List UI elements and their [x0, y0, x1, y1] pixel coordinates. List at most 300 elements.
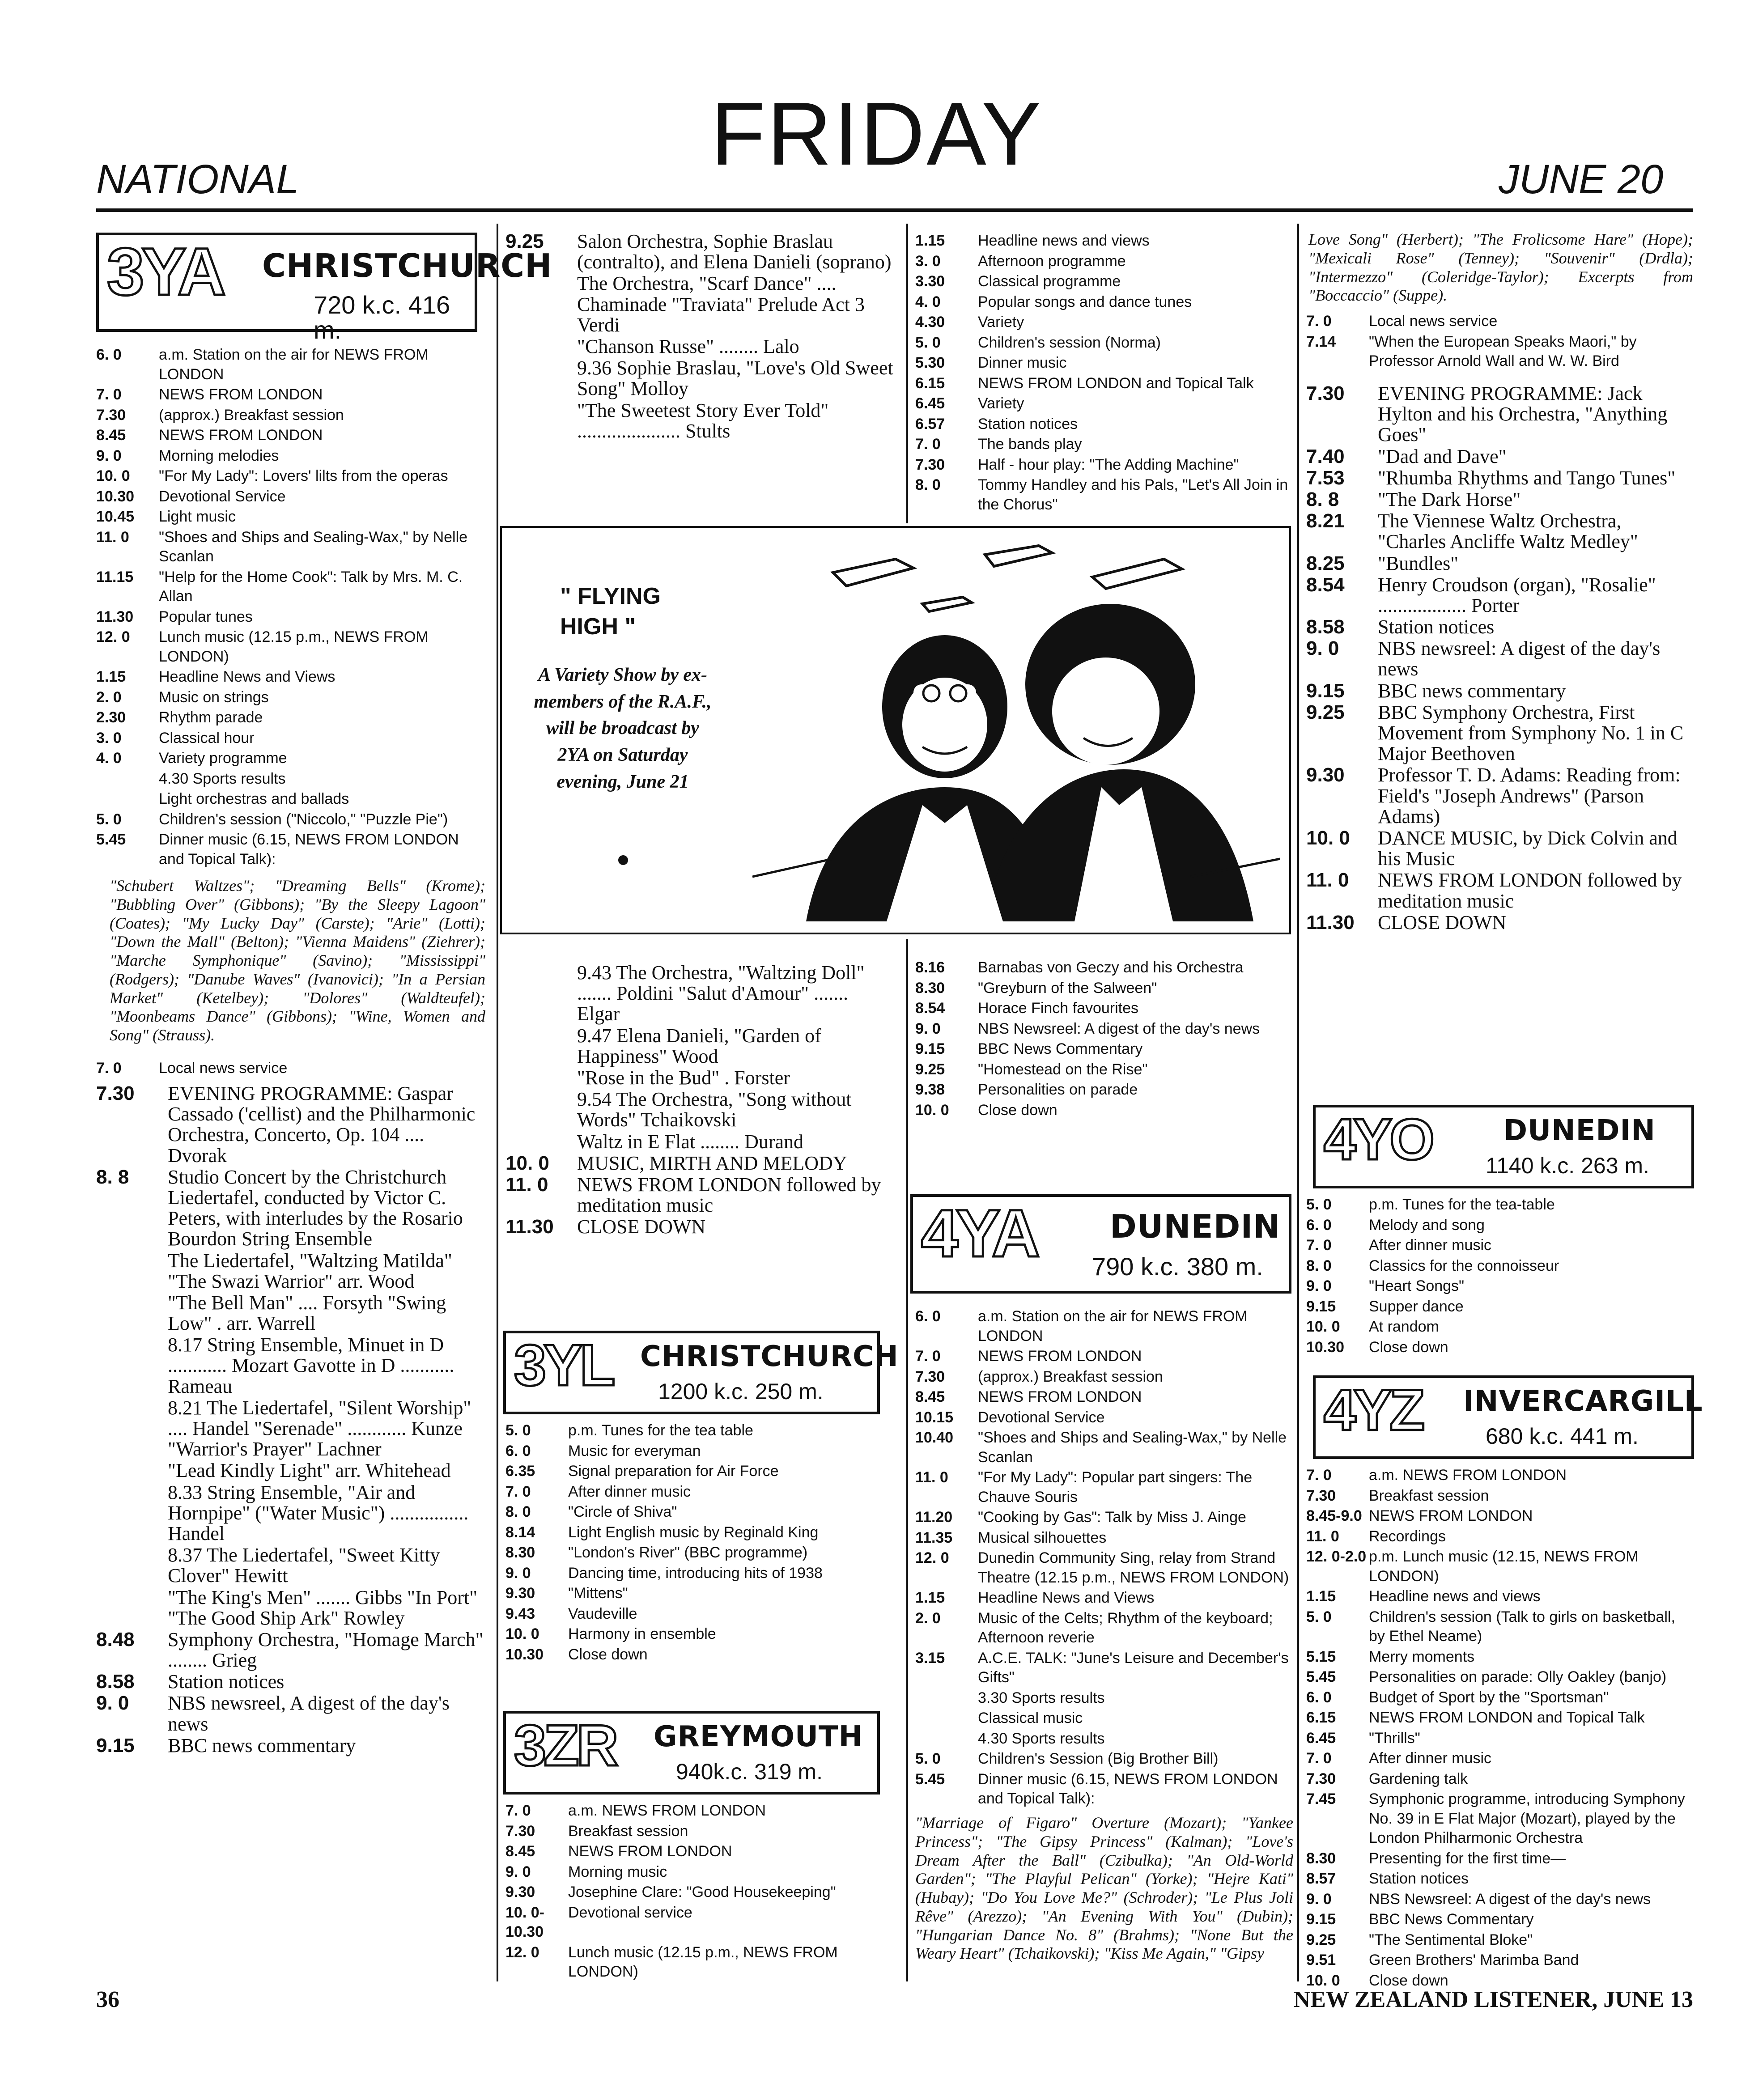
schedule-description: Studio Concert by the Christchurch Liedertafel, conducted by Victor C. Peters, with interludes by the Rosario Bourdon String Ensemble	[168, 1166, 463, 1250]
station-logo-3yl	[503, 1331, 899, 1414]
schedule-description: "For My Lady": Popular part singers: The Chauve Souris	[978, 1469, 1253, 1506]
schedule-time: 9.38	[915, 1081, 945, 1099]
schedule-row	[96, 1083, 485, 1166]
schedule-row	[1306, 828, 1693, 869]
schedule-time: 7.14	[1306, 333, 1336, 350]
schedule-row	[96, 467, 481, 486]
schedule-description: Dinner music (6.15, NEWS FROM LONDON and Topical Talk):	[159, 831, 459, 868]
dinner-music-list-continued: Love Song" (Herbert); "The Frolicsome Hare" (Hope); "Mexicali Rose" (Tenney); "Souvenir" (Drdla); "Intermezzo" (Coleridge-Taylor); Excerpts from "Boccaccio" (Suppe).	[1308, 230, 1693, 305]
schedule-description: CLOSE DOWN	[577, 1216, 706, 1238]
schedule-time	[505, 400, 577, 441]
schedule-time	[505, 336, 577, 357]
schedule-time: 2.30	[96, 709, 126, 726]
schedule-time: 7.30	[1306, 1487, 1336, 1504]
schedule-row	[96, 729, 481, 748]
schedule-description: Morning melodies	[159, 447, 279, 464]
station-city: GREYMOUTH	[654, 1720, 863, 1753]
schedule-time: 8.21	[1306, 510, 1345, 532]
header-rule	[96, 208, 1693, 212]
schedule-row	[1306, 1587, 1693, 1607]
schedule-time: 9. 0	[96, 1692, 129, 1714]
schedule-row	[915, 1508, 1293, 1527]
schedule-row	[96, 446, 481, 466]
schedule-time: 11.35	[915, 1529, 953, 1546]
schedule-row	[96, 568, 481, 607]
schedule-row	[1306, 702, 1693, 764]
schedule-row	[1306, 1890, 1693, 1909]
schedule-row	[915, 374, 1293, 394]
schedule-description: Headline news and views	[1369, 1588, 1541, 1605]
schedule-row	[915, 1060, 1293, 1080]
station-frequency: 720 k.c. 416 m.	[314, 291, 450, 344]
schedule-row	[915, 1548, 1293, 1587]
schedule-row	[915, 1609, 1293, 1648]
schedule-description: Station notices	[168, 1671, 285, 1693]
schedule-description: a.m. Station on the air for NEWS FROM LONDON	[978, 1308, 1248, 1345]
column-divider	[497, 224, 498, 1981]
schedule-time: 4. 0	[915, 293, 941, 310]
schedule-description: Variety programme	[159, 750, 287, 767]
schedule-time: 10.30	[1306, 1338, 1345, 1356]
schedule-description: The Orchestra, "Scarf Dance" .... Chaminade "Traviata" Prelude Act 3 Verdi	[577, 272, 865, 336]
schedule-time: 6. 0	[505, 1442, 531, 1459]
schedule-row	[96, 487, 481, 507]
schedule-description: "When the European Speaks Maori," by Professor Arnold Wall and W. W. Bird	[1369, 333, 1637, 370]
schedule-description: Devotional service	[568, 1904, 692, 1921]
schedule-description: "Rhumba Rhythms and Tango Tunes"	[1378, 467, 1676, 489]
schedule-time	[96, 1293, 168, 1334]
schedule-row	[96, 426, 481, 445]
schedule-description: "The King's Men" ....... Gibbs "In Port" "The Good Ship Ark" Rowley	[168, 1586, 478, 1629]
schedule-description: Light music	[159, 508, 236, 526]
schedule-description: BBC Symphony Orchestra, First Movement from Symphony No. 1 in C Major Beethoven	[1378, 701, 1684, 765]
schedule-row	[96, 769, 481, 789]
schedule-description: Close down	[568, 1646, 648, 1663]
schedule-time: 10. 0-10.30	[505, 1904, 544, 1941]
schedule-time: 11.30	[1306, 911, 1355, 933]
schedule-description: "The Bell Man" .... Forsyth "Swing Low" . arr. Warrell	[168, 1291, 446, 1335]
schedule-description: Waltz in E Flat ........ Durand	[577, 1130, 804, 1153]
schedule-row	[1306, 1297, 1693, 1317]
schedule-row	[1306, 1910, 1693, 1930]
schedule-description: NEWS FROM LONDON	[159, 427, 323, 444]
schedule-time: 6. 0	[1306, 1688, 1332, 1706]
schedule-row	[915, 999, 1293, 1018]
schedule-time: 3.15	[915, 1649, 945, 1667]
schedule-time: 7.30	[1306, 382, 1345, 404]
schedule-description: 9.36 Sophie Braslau, "Love's Old Sweet Song" Molloy	[577, 357, 893, 400]
schedule-description: p.m. Tunes for the tea table	[568, 1422, 753, 1439]
schedule-time: 9. 0	[505, 1863, 531, 1880]
schedule-description: "Shoes and Ships and Sealing-Wax," by Nelle Scanlan	[978, 1429, 1287, 1466]
schedule-time: 8. 0	[505, 1503, 531, 1521]
station-frequency: 940k.c. 319 m.	[676, 1759, 823, 1784]
schedule-description: Musical silhouettes	[978, 1529, 1107, 1546]
schedule-description: Symphonic programme, introducing Symphony No. 39 in E Flat Major (Mozart), played by the London Philharmonic Orchestra	[1369, 1790, 1685, 1847]
schedule-time: 7. 0	[1306, 313, 1332, 330]
schedule-description: "Dad and Dave"	[1378, 445, 1507, 467]
schedule-description: Green Brothers' Marimba Band	[1369, 1952, 1579, 1969]
issue-date: JUNE 20	[1499, 157, 1664, 202]
schedule-time: 3.30	[915, 273, 945, 290]
schedule-description: Variety	[978, 395, 1024, 412]
schedule-description: BBC News Commentary	[1369, 1911, 1534, 1928]
schedule-row	[505, 1482, 895, 1502]
schedule-description: 8.33 String Ensemble, "Air and Hornpipe" ("Water Music") ................ Handel	[168, 1481, 469, 1544]
schedule-time: 7.53	[1306, 467, 1345, 489]
schedule-time: 8.30	[505, 1544, 535, 1561]
schedule-time: 12. 0	[915, 1549, 949, 1567]
station-city: CHRISTCHURCH	[262, 247, 552, 284]
call-sign: 3YL	[514, 1332, 613, 1398]
schedule-description: Henry Croudson (organ), "Rosalie" .................. Porter	[1378, 573, 1656, 616]
schedule-row	[96, 385, 481, 405]
schedule-description: Devotional Service	[978, 1408, 1105, 1426]
schedule-row	[96, 749, 481, 768]
schedule-row	[96, 1735, 485, 1756]
schedule-4yz	[1306, 1465, 1693, 1991]
schedule-row	[1306, 1486, 1693, 1506]
schedule-description: 4.30 Sports results	[159, 770, 286, 787]
schedule-time	[505, 1068, 577, 1088]
schedule-row	[1306, 575, 1693, 616]
schedule-description: Tommy Handley and his Pals, "Let's All Join in the Chorus"	[978, 476, 1288, 513]
schedule-time: 10.30	[505, 1646, 544, 1663]
schedule-row	[915, 1588, 1293, 1608]
schedule-time: 6. 0	[96, 346, 122, 363]
schedule-description: Lunch music (12.15 p.m., NEWS FROM LONDON)	[159, 628, 429, 665]
schedule-time: 6.45	[915, 395, 945, 412]
schedule-description: Classical hour	[159, 729, 255, 747]
schedule-time: 6.35	[505, 1463, 535, 1480]
promo-blurb: A Variety Show by ex-members of the R.A.F., will be broadcast by 2YA on Saturday evening, June 21	[534, 665, 712, 792]
schedule-time: 11.20	[915, 1509, 953, 1526]
schedule-row	[505, 1883, 895, 1902]
schedule-description: Dunedin Community Sing, relay from Strand Theatre (12.15 p.m., NEWS FROM LONDON)	[978, 1549, 1289, 1586]
schedule-time: 3. 0	[915, 252, 941, 270]
schedule-time: 9.25	[505, 230, 544, 252]
schedule-row	[915, 415, 1293, 434]
schedule-time: 9.25	[1306, 701, 1345, 723]
schedule-continued-late	[915, 957, 1293, 1121]
schedule-row	[1306, 332, 1693, 371]
schedule-row	[1306, 1527, 1693, 1547]
station-city: DUNEDIN	[1110, 1208, 1281, 1245]
schedule-time: 12. 0	[96, 628, 130, 646]
schedule-description: Music on strings	[159, 688, 269, 706]
schedule-description: Dinner music	[978, 354, 1067, 372]
schedule-description: Headline news and views	[978, 232, 1150, 249]
schedule-row	[915, 1528, 1293, 1548]
schedule-description: After dinner music	[568, 1483, 691, 1500]
schedule-description: "Mittens"	[568, 1585, 628, 1602]
schedule-row	[915, 231, 1293, 251]
schedule-row	[915, 1749, 1293, 1769]
schedule-row	[915, 455, 1293, 475]
schedule-row	[1306, 1749, 1693, 1769]
call-sign: 4YO	[1324, 1107, 1432, 1172]
schedule-row	[1306, 1790, 1693, 1848]
publication-name: NEW ZEALAND LISTENER, JUNE 13	[1293, 1987, 1693, 2012]
schedule-row	[505, 1842, 895, 1862]
schedule-time: 8.25	[1306, 552, 1345, 574]
schedule-row	[96, 1398, 485, 1460]
schedule-time: 7. 0	[1306, 1237, 1332, 1254]
schedule-description: "Greyburn of the Salween"	[978, 979, 1157, 997]
schedule-description: Melody and song	[1369, 1216, 1485, 1234]
schedule-time	[505, 963, 577, 1025]
schedule-description: Half - hour play: "The Adding Machine"	[978, 456, 1239, 473]
schedule-row	[96, 1672, 485, 1692]
schedule-row	[1306, 1338, 1693, 1358]
schedule-time: 10.45	[96, 508, 135, 526]
schedule-row	[505, 1822, 895, 1841]
schedule-description: NEWS FROM LONDON	[159, 386, 323, 403]
schedule-time	[915, 1688, 978, 1708]
station-frequency: 790 k.c. 380 m.	[1092, 1252, 1263, 1281]
schedule-description: "Shoes and Ships and Sealing-Wax," by Nelle Scanlan	[159, 528, 468, 565]
schedule-time: 10. 0	[96, 467, 130, 485]
schedule-time: 5. 0	[505, 1422, 531, 1439]
schedule-row	[915, 1408, 1293, 1428]
schedule-row	[915, 435, 1293, 454]
schedule-time: 7.30	[915, 456, 945, 473]
schedule-description: Local news service	[1369, 313, 1498, 330]
schedule-time: 7. 0	[505, 1802, 531, 1819]
schedule-time: 7.40	[1306, 445, 1345, 467]
schedule-time: 8.30	[915, 979, 945, 997]
schedule-time: 9.43	[505, 1605, 535, 1622]
schedule-description: a.m. Station on the air for NEWS FROM LONDON	[159, 346, 429, 383]
schedule-description: Gardening talk	[1369, 1770, 1468, 1787]
schedule-description: Headline News and Views	[159, 668, 336, 686]
schedule-description: Classical music	[978, 1710, 1083, 1727]
schedule-description: The Viennese Waltz Orchestra, "Charles Ancliffe Waltz Medley"	[1378, 510, 1638, 553]
schedule-row	[915, 1367, 1293, 1387]
schedule-time: 2. 0	[915, 1609, 941, 1627]
schedule-row	[505, 1604, 895, 1624]
schedule-time	[915, 1729, 978, 1749]
schedule-time: 10. 0	[505, 1625, 539, 1643]
schedule-description: Children's Session (Big Brother Bill)	[978, 1750, 1219, 1768]
schedule-description: The Liedertafel, "Waltzing Matilda" "The Swazi Warrior" arr. Wood	[168, 1249, 452, 1292]
schedule-row	[1306, 1849, 1693, 1869]
schedule-time: 8.45	[915, 1388, 945, 1406]
schedule-time: 8. 8	[96, 1166, 129, 1188]
schedule-description: "Rose in the Bud" . Forster	[577, 1066, 790, 1089]
station-logo-4ya	[910, 1194, 1291, 1294]
schedule-3ya-continued	[505, 230, 895, 442]
schedule-time: 8.16	[915, 959, 945, 976]
schedule-description: Afternoon programme	[978, 252, 1126, 270]
schedule-description: BBC News Commentary	[978, 1040, 1143, 1058]
schedule-row	[915, 1307, 1293, 1346]
schedule-row	[96, 607, 481, 627]
schedule-row	[96, 628, 481, 666]
schedule-time: 5. 0	[1306, 1608, 1332, 1625]
schedule-description: Breakfast session	[1369, 1487, 1489, 1504]
schedule-row	[505, 358, 895, 399]
schedule-description: The bands play	[978, 436, 1082, 453]
schedule-description: "Thrills"	[1369, 1729, 1420, 1747]
schedule-description: Close down	[1369, 1338, 1448, 1356]
schedule-time: 8.30	[1306, 1850, 1336, 1867]
schedule-row	[915, 252, 1293, 272]
schedule-time: 5.45	[96, 831, 126, 848]
schedule-continued	[915, 230, 1293, 515]
schedule-description: Children's session ("Niccolo," "Puzzle Pie")	[159, 810, 448, 828]
schedule-description: "London's River" (BBC programme)	[568, 1544, 808, 1561]
schedule-4yo	[1306, 1194, 1693, 1358]
schedule-description: NEWS FROM LONDON followed by meditation music	[1378, 869, 1682, 912]
schedule-description: After dinner music	[1369, 1237, 1491, 1254]
schedule-row	[1306, 1547, 1693, 1586]
schedule-row	[505, 1625, 895, 1644]
schedule-description: Presenting for the first time—	[1369, 1850, 1566, 1867]
schedule-time: 9.15	[1306, 1298, 1336, 1315]
schedule-row	[1306, 870, 1693, 911]
schedule-time	[505, 1026, 577, 1067]
schedule-time: 7. 0	[1306, 1750, 1332, 1767]
schedule-time: 9.30	[505, 1884, 535, 1901]
schedule-row	[1306, 681, 1693, 701]
schedule-description: DANCE MUSIC, by Dick Colvin and his Music	[1378, 827, 1678, 870]
schedule-time: 9.15	[915, 1040, 945, 1058]
schedule-row	[915, 394, 1293, 414]
schedule-row	[1306, 617, 1693, 637]
schedule-time: 10. 0	[1306, 1972, 1340, 1989]
schedule-time: 10. 0	[1306, 1318, 1340, 1336]
schedule-time: 3. 0	[96, 729, 122, 747]
schedule-description: Morning music	[568, 1863, 667, 1880]
schedule-time	[505, 1089, 577, 1130]
schedule-time: 8.58	[1306, 616, 1345, 638]
schedule-time: 8.57	[1306, 1870, 1336, 1888]
schedule-description: Dancing time, introducing hits of 1938	[568, 1564, 823, 1582]
schedule-description: Barnabas von Geczy and his Orchestra	[978, 959, 1244, 976]
schedule-time: 7. 0	[505, 1483, 531, 1500]
schedule-row	[1306, 312, 1693, 331]
schedule-description: NBS newsreel: A digest of the day's news	[1378, 637, 1661, 680]
schedule-row	[96, 810, 481, 830]
schedule-time: 10.15	[915, 1408, 954, 1426]
schedule-row	[915, 1649, 1293, 1688]
schedule-time: 2. 0	[96, 688, 122, 706]
schedule-row	[915, 475, 1293, 514]
schedule-description: Symphony Orchestra, "Homage March" ........ Grieg	[168, 1628, 484, 1672]
schedule-description: "Lead Kindly Light" arr. Whitehead	[168, 1459, 451, 1482]
schedule-time: 1.15	[915, 232, 945, 249]
schedule-row	[1306, 511, 1693, 552]
schedule-description: "Chanson Russe" ........ Lalo	[577, 335, 799, 357]
schedule-description: 3.30 Sports results	[978, 1689, 1105, 1706]
schedule-row	[1306, 1195, 1693, 1215]
schedule-row	[1306, 1708, 1693, 1728]
schedule-description: Variety	[978, 314, 1024, 331]
schedule-description: "Heart Songs"	[1369, 1277, 1465, 1295]
schedule-row	[1306, 1608, 1693, 1646]
schedule-time: 10. 0	[1306, 827, 1350, 849]
schedule-description: MUSIC, MIRTH AND MELODY	[577, 1152, 847, 1174]
schedule-time: 8. 0	[915, 476, 941, 494]
schedule-row	[505, 1801, 895, 1821]
schedule-time: 5. 0	[1306, 1196, 1332, 1213]
schedule-4ya	[915, 1306, 1293, 1810]
schedule-description: "Cooking by Gas": Talk by Miss J. Ainge	[978, 1509, 1246, 1526]
schedule-row	[96, 406, 481, 425]
schedule-time: 1.15	[96, 668, 126, 686]
schedule-row	[96, 528, 481, 567]
schedule-time	[96, 1482, 168, 1544]
schedule-description: Local news service	[159, 1060, 288, 1077]
schedule-row	[96, 507, 481, 527]
schedule-time: 7.45	[1306, 1790, 1336, 1808]
schedule-row	[1306, 1317, 1693, 1337]
schedule-time: 9. 0	[1306, 1277, 1332, 1295]
schedule-time: 10. 0	[915, 1101, 949, 1119]
schedule-row	[1306, 1647, 1693, 1667]
schedule-3zr	[505, 1800, 895, 1983]
schedule-time: 7.30	[1306, 1770, 1336, 1787]
call-sign: 4YZ	[1324, 1377, 1423, 1442]
schedule-row	[1306, 468, 1693, 488]
schedule-time: 5. 0	[915, 1750, 941, 1768]
schedule-time: 9.15	[96, 1734, 135, 1756]
schedule-time	[915, 1709, 978, 1728]
schedule-3ya-late	[505, 962, 895, 1238]
schedule-row	[1306, 1951, 1693, 1970]
call-sign: 3ZR	[514, 1713, 616, 1778]
schedule-row	[505, 1502, 895, 1522]
schedule-row	[505, 1645, 895, 1665]
schedule-description: 9.43 The Orchestra, "Waltzing Doll" ....... Poldini "Salut d'Amour" ....... Elgar	[577, 962, 865, 1025]
schedule-row	[1306, 553, 1693, 574]
station-frequency: 1200 k.c. 250 m.	[658, 1379, 824, 1404]
schedule-description: 9.47 Elena Danieli, "Garden of Happiness" Wood	[577, 1024, 821, 1067]
schedule-row	[505, 1943, 895, 1982]
schedule-row	[96, 1251, 485, 1292]
schedule-time: 11.30	[505, 1216, 554, 1238]
schedule-description: NEWS FROM LONDON followed by meditation music	[577, 1173, 881, 1217]
schedule-time: 8.58	[96, 1671, 135, 1693]
schedule-time: 7. 0	[96, 386, 122, 403]
column-divider	[1297, 224, 1299, 1981]
schedule-time: 12. 0	[505, 1943, 539, 1961]
schedule-description: Personalities on parade: Olly Oakley (banjo)	[1369, 1668, 1667, 1686]
schedule-row	[96, 1335, 485, 1397]
page-title: FRIDAY	[710, 84, 1043, 184]
schedule-time: 11.15	[96, 568, 134, 585]
schedule-row	[915, 272, 1293, 292]
schedule-time: 7. 0	[915, 1348, 941, 1365]
schedule-description: 8.21 The Liedertafel, "Silent Worship" .... Handel "Serenade" ............ Kunze "Warrior's Prayer" Lachner	[168, 1396, 471, 1460]
schedule-description: NEWS FROM LONDON	[978, 1388, 1142, 1406]
schedule-row	[96, 688, 481, 708]
page-number: 36	[96, 1987, 119, 2012]
schedule-time: 5. 0	[915, 334, 941, 351]
schedule-description: Harmony in ensemble	[568, 1625, 716, 1643]
schedule-description: "The Sentimental Bloke"	[1369, 1931, 1533, 1948]
schedule-description: Station notices	[1378, 616, 1495, 638]
schedule-time: 5.15	[1306, 1648, 1336, 1665]
schedule-row	[1306, 383, 1693, 445]
schedule-time: 8. 0	[1306, 1257, 1332, 1274]
promo-heading: " FLYING HIGH "	[560, 583, 661, 640]
schedule-time	[505, 358, 577, 399]
schedule-3ya-evening	[96, 1082, 485, 1757]
schedule-row	[505, 1862, 895, 1882]
schedule-row	[915, 1080, 1293, 1100]
